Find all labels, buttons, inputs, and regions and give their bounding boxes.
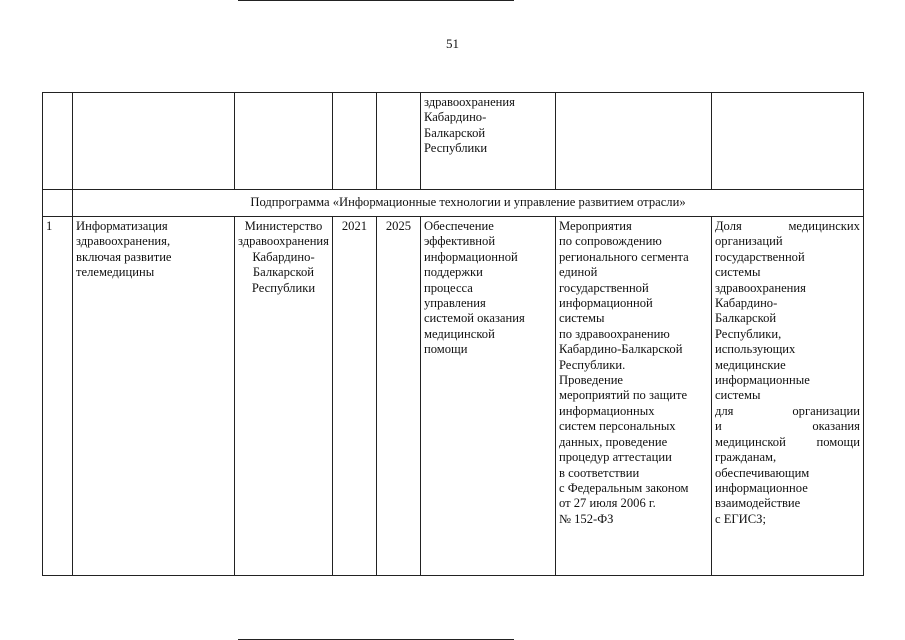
cell-executor	[235, 93, 333, 190]
cell-year-start: 2021	[332, 217, 376, 576]
cell-task: Обеспечение эффективной информационной поддержки процесса управления системой оказания медицинской помощи	[420, 217, 555, 576]
cell-activities: Мероприятия по сопровождению регионального сегмента единой государственной информационной системы по здравоохранению Кабардино-Балкарской Республики. Проведение мероприятий по защите информационных систем персональных данных, проведение процедур аттестации в соответствии с Федеральным законом от 27 июля 2006 г. № 152-ФЗ	[555, 217, 711, 576]
cell-activities	[555, 93, 711, 190]
cell-name: Информатизация здравоохранения, включая развитие телемедицины	[73, 217, 235, 576]
cell-num: 1	[43, 217, 73, 576]
cell-num	[43, 93, 73, 190]
cell-task: здравоохранения Кабардино- Балкарской Республики	[420, 93, 555, 190]
cell-year-start	[332, 93, 376, 190]
scan-top-line	[238, 0, 514, 1]
table-row-continuation	[43, 93, 864, 190]
cell-year-end	[376, 93, 420, 190]
cell-indicator	[711, 93, 863, 190]
cell-name	[73, 93, 235, 190]
cell-executor: Министерство здравоохранения Кабардино- Балкарской Республики	[235, 217, 333, 576]
page-number: 51	[446, 36, 459, 51]
cell-num	[43, 190, 73, 217]
cell-indicator: Доля медицинских организаций государственной системы здравоохранения Кабардино- Балкарской Республики, использующих медицинские информационные системы для организации и оказания медицинской помощи гражданам, обеспечивающим информационное взаимодействие с ЕГИСЗ;	[711, 217, 863, 576]
cell-year-end: 2025	[376, 217, 420, 576]
subprogram-title: Подпрограмма «Информационные технологии и управление развитием отрасли»	[73, 190, 864, 217]
program-table	[42, 92, 864, 576]
table-row	[43, 217, 864, 576]
table-row-subprogram	[43, 190, 864, 217]
